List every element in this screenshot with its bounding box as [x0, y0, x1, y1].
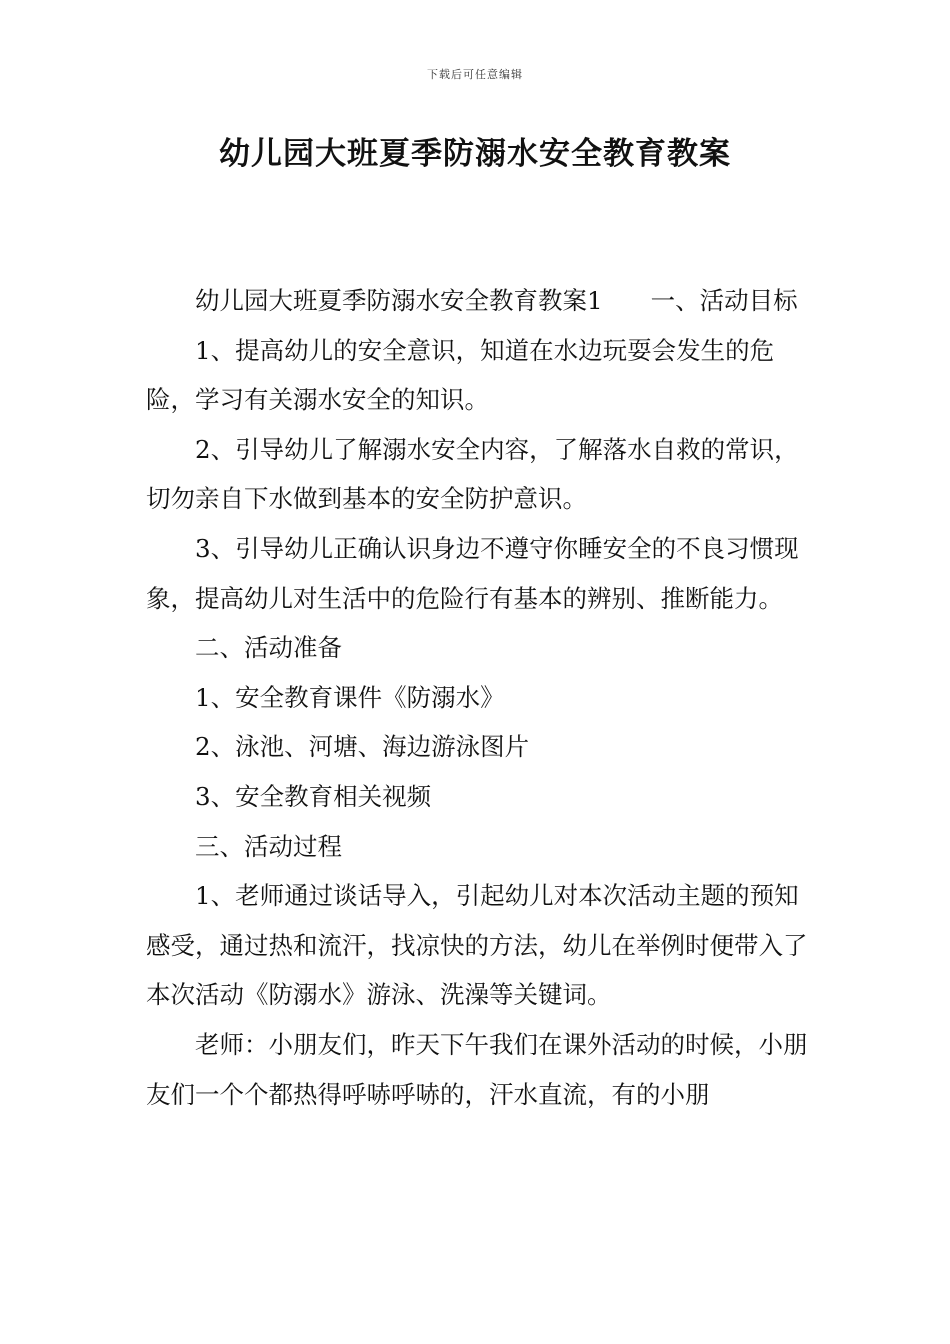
- intro-paragraph: [146, 276, 810, 326]
- paragraph-goal-3: 3、引导幼儿正确认识身边不遵守你睡安全的不良习惯现象，提高幼儿对生活中的危险行有基本的辨别、推断能力。: [146, 533, 799, 613]
- section-heading-process: 三、活动过程: [195, 831, 342, 861]
- intro-label: 幼儿园大班夏季防溺水安全教育教案1: [195, 286, 603, 315]
- section-heading-goals: 一、活动目标: [650, 286, 798, 315]
- paragraph-goal-1: 1、提高幼儿的安全意识，知道在水边玩耍会发生的危险，学习有关溺水安全的知识。: [146, 335, 775, 415]
- paragraph-process-1: 1、老师通过谈话导入，引起幼儿对本次活动主题的预知感受，通过热和流汗，找凉快的方法，幼儿在举例时便带入了本次活动《防溺水》游泳、洗澡等关键词。: [146, 881, 808, 1010]
- section-heading-preparation: 二、活动准备: [195, 633, 342, 663]
- paragraph-prep-3: 3、安全教育相关视频: [195, 781, 432, 811]
- document-body: [146, 276, 810, 1119]
- document-title: 幼儿园大班夏季防溺水安全教育教案: [219, 136, 731, 172]
- header-note: 下载后可任意编辑: [427, 68, 523, 81]
- paragraph-prep-1: 1、安全教育课件《防溺水》: [195, 682, 505, 712]
- paragraph-teacher-dialogue: 老师：小朋友们，昨天下午我们在课外活动的时候，小朋友们一个个都热得呼哧呼哧的，汗水直流，有的小朋: [146, 1029, 808, 1109]
- paragraph-goal-2: 2、引导幼儿了解溺水安全内容，了解落水自救的常识，切勿亲自下水做到基本的安全防护意识。: [146, 434, 799, 514]
- paragraph-prep-2: 2、泳池、河塘、海边游泳图片: [195, 732, 530, 762]
